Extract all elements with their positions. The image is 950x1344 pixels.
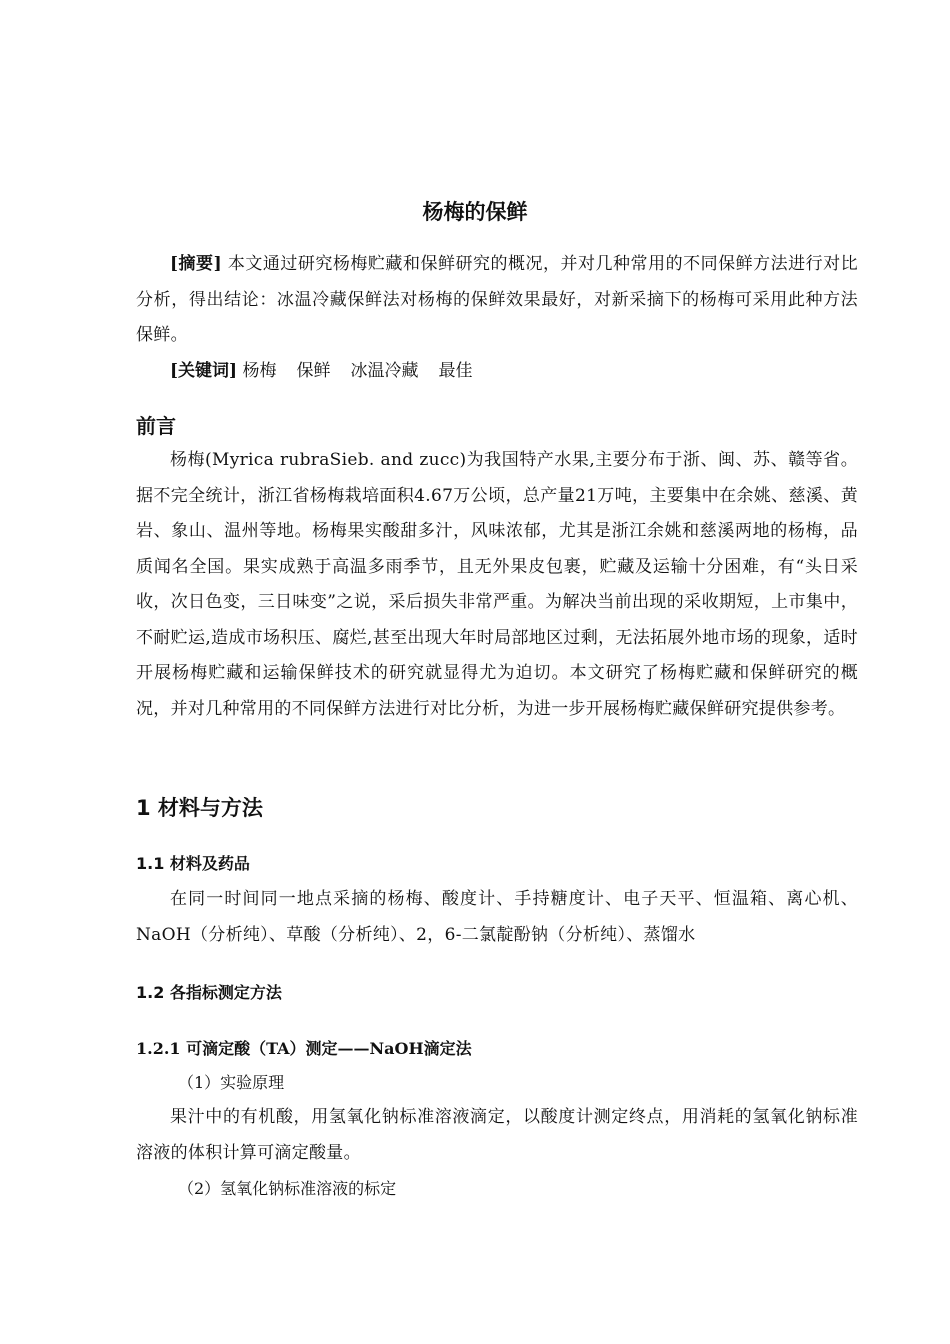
keyword-item: 最佳 [438, 361, 473, 381]
materials-paragraph: 在同一时间同一地点采摘的杨梅、酸度计、手持糖度计、电子天平、恒温箱、离心机、NaOH（分析纯）、草酸（分析纯）、2，6-二氯靛酚钠（分析纯）、蒸馏水 [136, 889, 858, 945]
list-item: （2）氢氧化钠标准溶液的标定 [178, 1179, 397, 1198]
abstract-text: 本文通过研究杨梅贮藏和保鲜研究的概况，并对几种常用的不同保鲜方法进行对比分析，得出结论：冰温冷藏保鲜法对杨梅的保鲜效果最好，对新采摘下的杨梅可采用此种方法保鲜。 [136, 254, 858, 345]
preface-paragraph: 杨梅(Myrica rubraSieb. and zucc)为我国特产水果,主要分布于浙、闽、苏、赣等省。据不完全统计，浙江省杨梅栽培面积4.67万公顷，总产量21万吨，主要集中在余姚、慈溪、黄岩、象山、温州等地。杨梅果实酸甜多汁，风味浓郁，尤其是浙江余姚和慈溪两地的杨梅，品质闻名全国。果实成熟于高温多雨季节，且无外果皮包裹，贮藏及运输十分困难，有“头日采收，次日色变，三日味变”之说，采后损失非常严重。为解决当前出现的采收期短，上市集中，不耐贮运,造成市场积压、腐烂,甚至出现大年时局部地区过剩，无法拓展外地市场的现象，适时开展杨梅贮藏和运输保鲜技术的研究就显得尤为迫切。本文研究了杨梅贮藏和保鲜研究的概况，并对几种常用的不同保鲜方法进行对比分析，为进一步开展杨梅贮藏保鲜研究提供参考。 [136, 450, 858, 719]
principle-paragraph: 果汁中的有机酸，用氢氧化钠标准溶液滴定，以酸度计测定终点，用消耗的氢氧化钠标准溶液的体积计算可滴定酸量。 [136, 1107, 858, 1163]
page-title: 杨梅的保鲜 [422, 200, 528, 224]
keywords-line [136, 354, 858, 389]
list-item: （1）实验原理 [178, 1073, 285, 1092]
abstract-label: [摘要] [170, 254, 222, 274]
keyword-item: 保鲜 [296, 361, 331, 381]
keywords-label: [关键词] [170, 361, 238, 381]
keyword-item: 杨梅 [242, 361, 277, 381]
preface-heading: 前言 [136, 414, 176, 438]
section-1-2-heading: 1.2 各指标测定方法 [136, 983, 282, 1002]
section-1-2-1-heading: 1.2.1 可滴定酸（TA）测定——NaOH滴定法 [136, 1039, 472, 1058]
abstract-paragraph [136, 247, 858, 354]
section-1-1-heading: 1.1 材料及药品 [136, 854, 250, 873]
section-1-heading: 1 材料与方法 [136, 796, 263, 820]
keyword-item: 冰温冷藏 [350, 361, 419, 381]
